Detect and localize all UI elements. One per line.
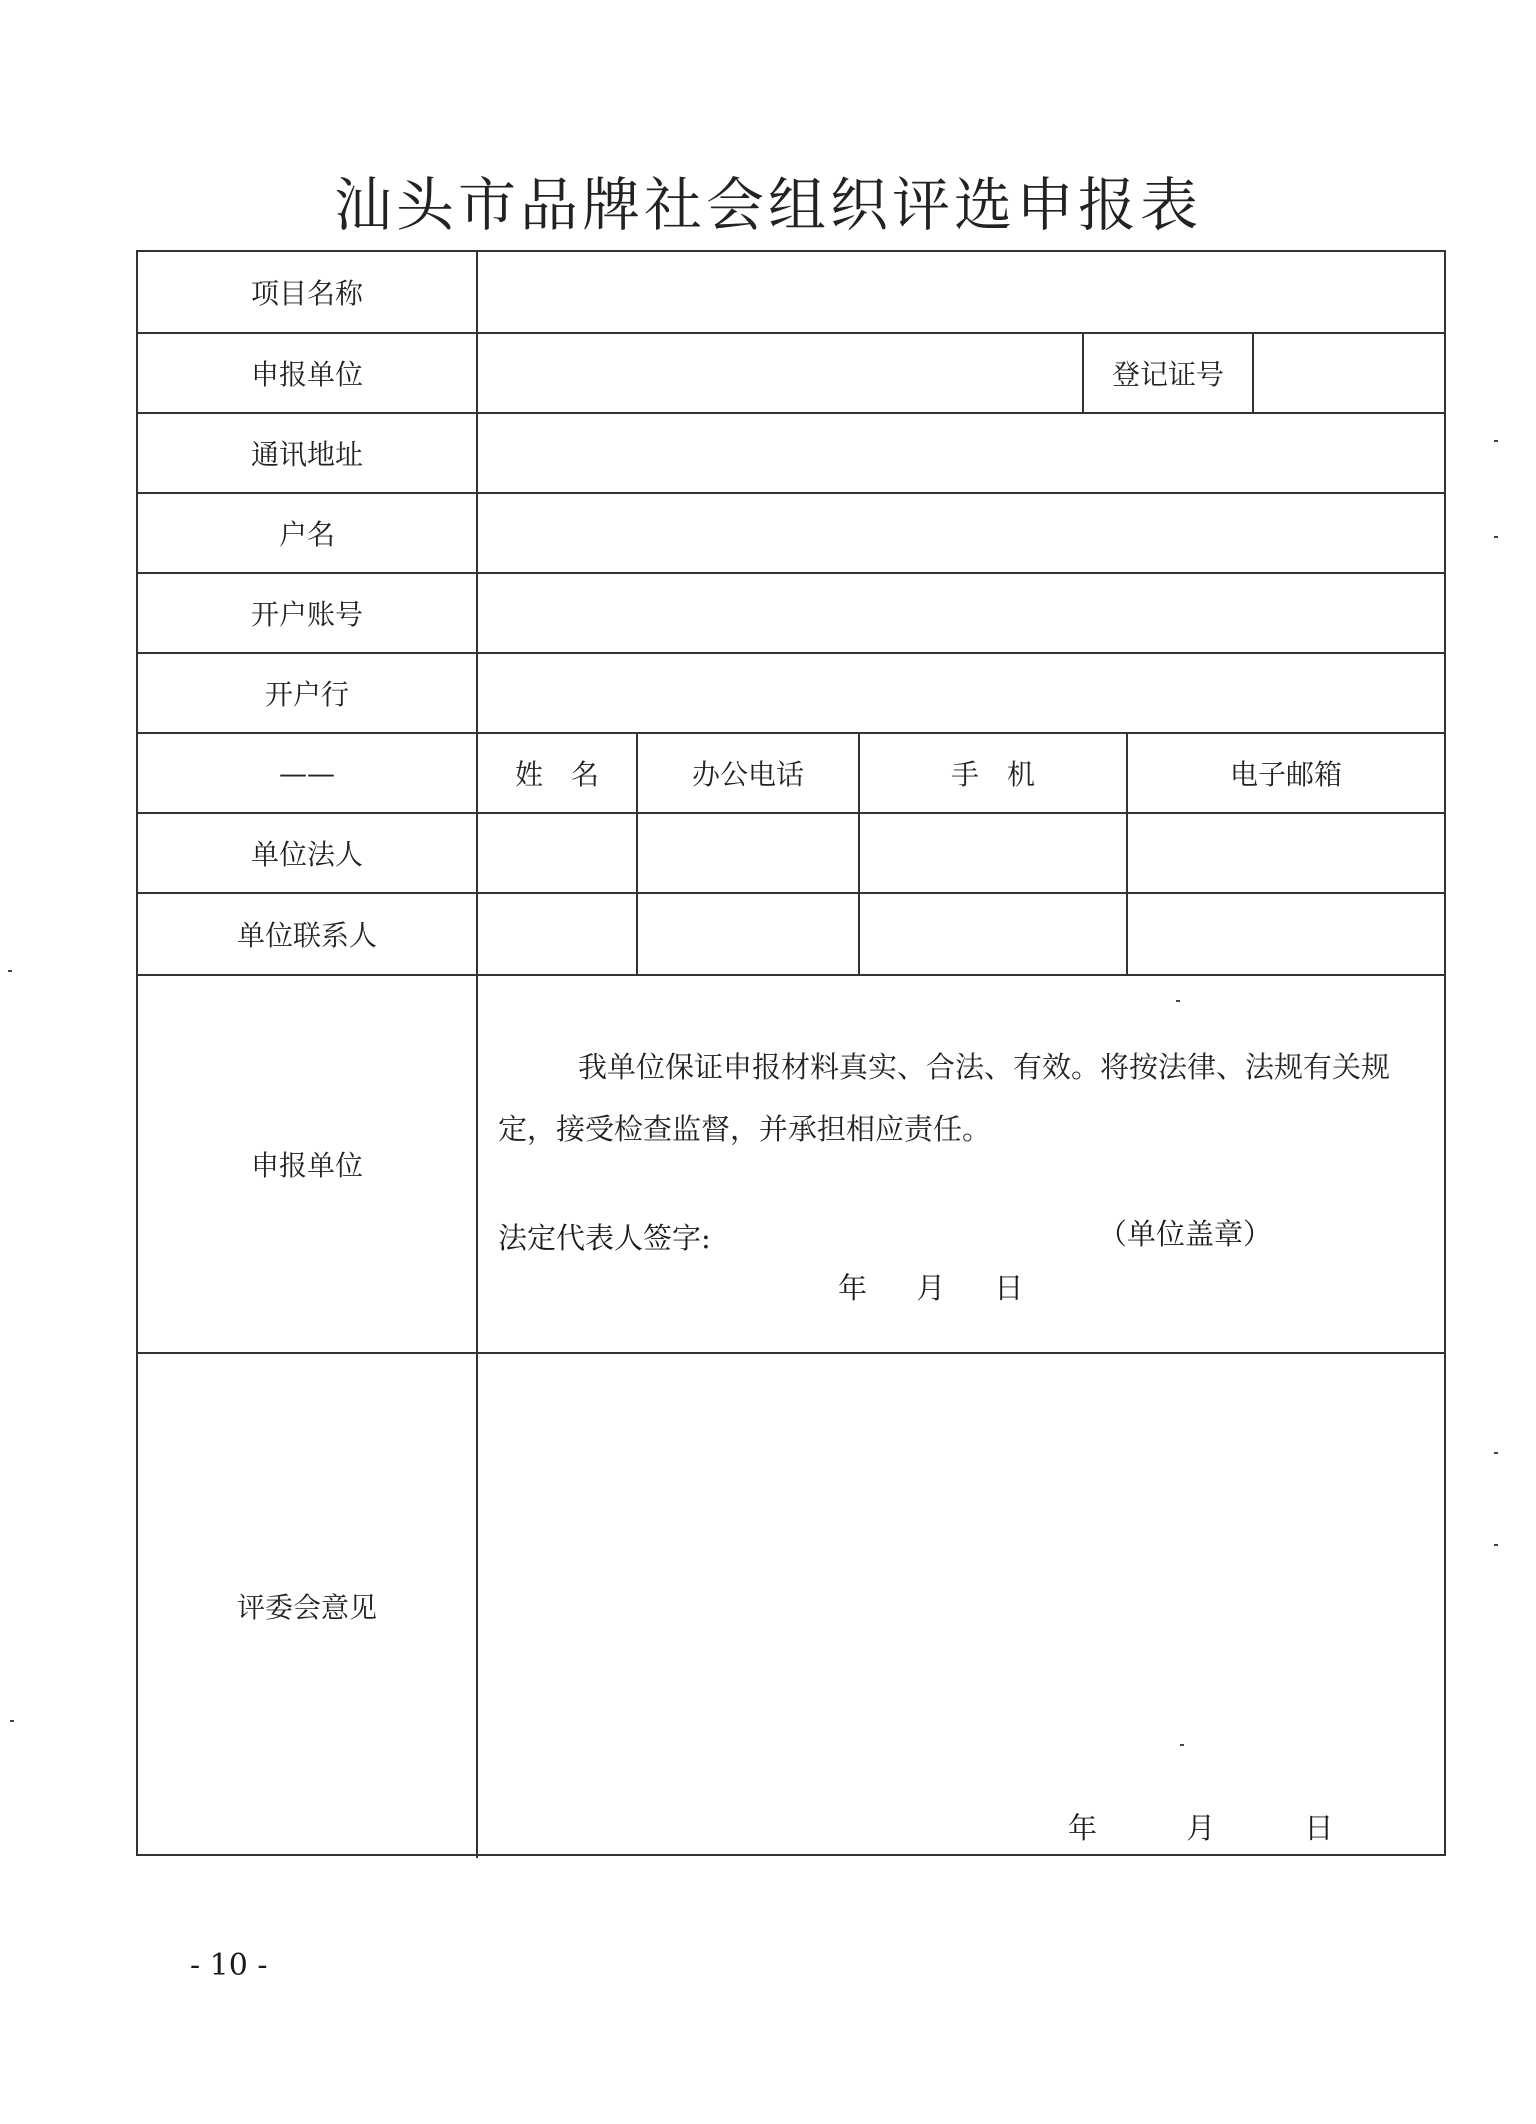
- scan-speck: [8, 970, 12, 972]
- scan-speck: [1176, 1000, 1180, 1002]
- row-applicant-unit: [138, 334, 1444, 414]
- opinion-row: [138, 1354, 1444, 1858]
- liaison-office-phone-field[interactable]: [638, 894, 860, 974]
- legal-rep-label: 单位法人: [138, 814, 478, 892]
- header-mobile: 手 机: [860, 734, 1128, 812]
- application-form: [136, 250, 1446, 1856]
- legal-rep-email-field[interactable]: [1128, 814, 1444, 892]
- row-address: [138, 414, 1444, 494]
- bank-label: 开户行: [138, 654, 478, 732]
- seal-label: （单位盖章）: [1098, 1217, 1273, 1251]
- scan-speck: [10, 1720, 14, 1722]
- address-field[interactable]: [478, 414, 1444, 492]
- declaration-text: 我单位保证申报材料真实、合法、有效。将按法律、法规有关规定，接受检查监督，并承担相应责任。: [498, 1050, 1391, 1146]
- row-account-no: [138, 574, 1444, 654]
- opinion-date: 年 月 日: [1068, 1811, 1374, 1845]
- declaration-date: 年 月 日: [838, 1271, 1044, 1305]
- liaison-email-field[interactable]: [1128, 894, 1444, 974]
- scan-speck: [1494, 536, 1498, 538]
- form-title: 汕头市品牌社会组织评选申报表: [333, 171, 1202, 239]
- registration-no-field[interactable]: [1254, 334, 1444, 412]
- registration-no-label: 登记证号: [1084, 334, 1254, 412]
- row-account-name: [138, 494, 1444, 574]
- declaration-row: [138, 976, 1444, 1354]
- header-name: 姓 名: [478, 734, 638, 812]
- header-office-phone: 办公电话: [638, 734, 860, 812]
- account-name-field[interactable]: [478, 494, 1444, 572]
- legal-rep-office-phone-field[interactable]: [638, 814, 860, 892]
- scan-speck: [1180, 1744, 1184, 1746]
- header-email: 电子邮箱: [1229, 758, 1342, 791]
- applicant-unit-field[interactable]: [478, 334, 1084, 412]
- row-bank: [138, 654, 1444, 734]
- legal-rep-name-field[interactable]: [478, 814, 638, 892]
- account-name-label: 户名: [138, 494, 478, 572]
- account-no-label: 开户账号: [138, 574, 478, 652]
- project-name-label: 项目名称: [138, 252, 478, 332]
- contact-row-liaison: [138, 894, 1444, 976]
- page-number: - 10 -: [190, 1948, 268, 1983]
- signature-label: 法定代表人签字:: [498, 1221, 711, 1255]
- legal-rep-mobile-field[interactable]: [860, 814, 1128, 892]
- address-label: 通讯地址: [138, 414, 478, 492]
- contact-row-legal-rep: [138, 814, 1444, 894]
- bank-field[interactable]: [478, 654, 1444, 732]
- contacts-corner: ——: [138, 734, 478, 812]
- opinion-label: 评委会意见: [138, 1354, 478, 1858]
- liaison-label: 单位联系人: [138, 894, 478, 974]
- liaison-name-field[interactable]: [478, 894, 638, 974]
- liaison-mobile-field[interactable]: [860, 894, 1128, 974]
- scan-speck: [1494, 1452, 1498, 1454]
- project-name-field[interactable]: [478, 252, 1444, 332]
- scan-speck: [1494, 440, 1498, 442]
- contacts-header-row: [138, 734, 1444, 814]
- account-no-field[interactable]: [478, 574, 1444, 652]
- declaration-label: 申报单位: [138, 976, 478, 1352]
- applicant-unit-label: 申报单位: [138, 334, 478, 412]
- row-project-name: [138, 252, 1444, 334]
- scan-speck: [1494, 1544, 1498, 1546]
